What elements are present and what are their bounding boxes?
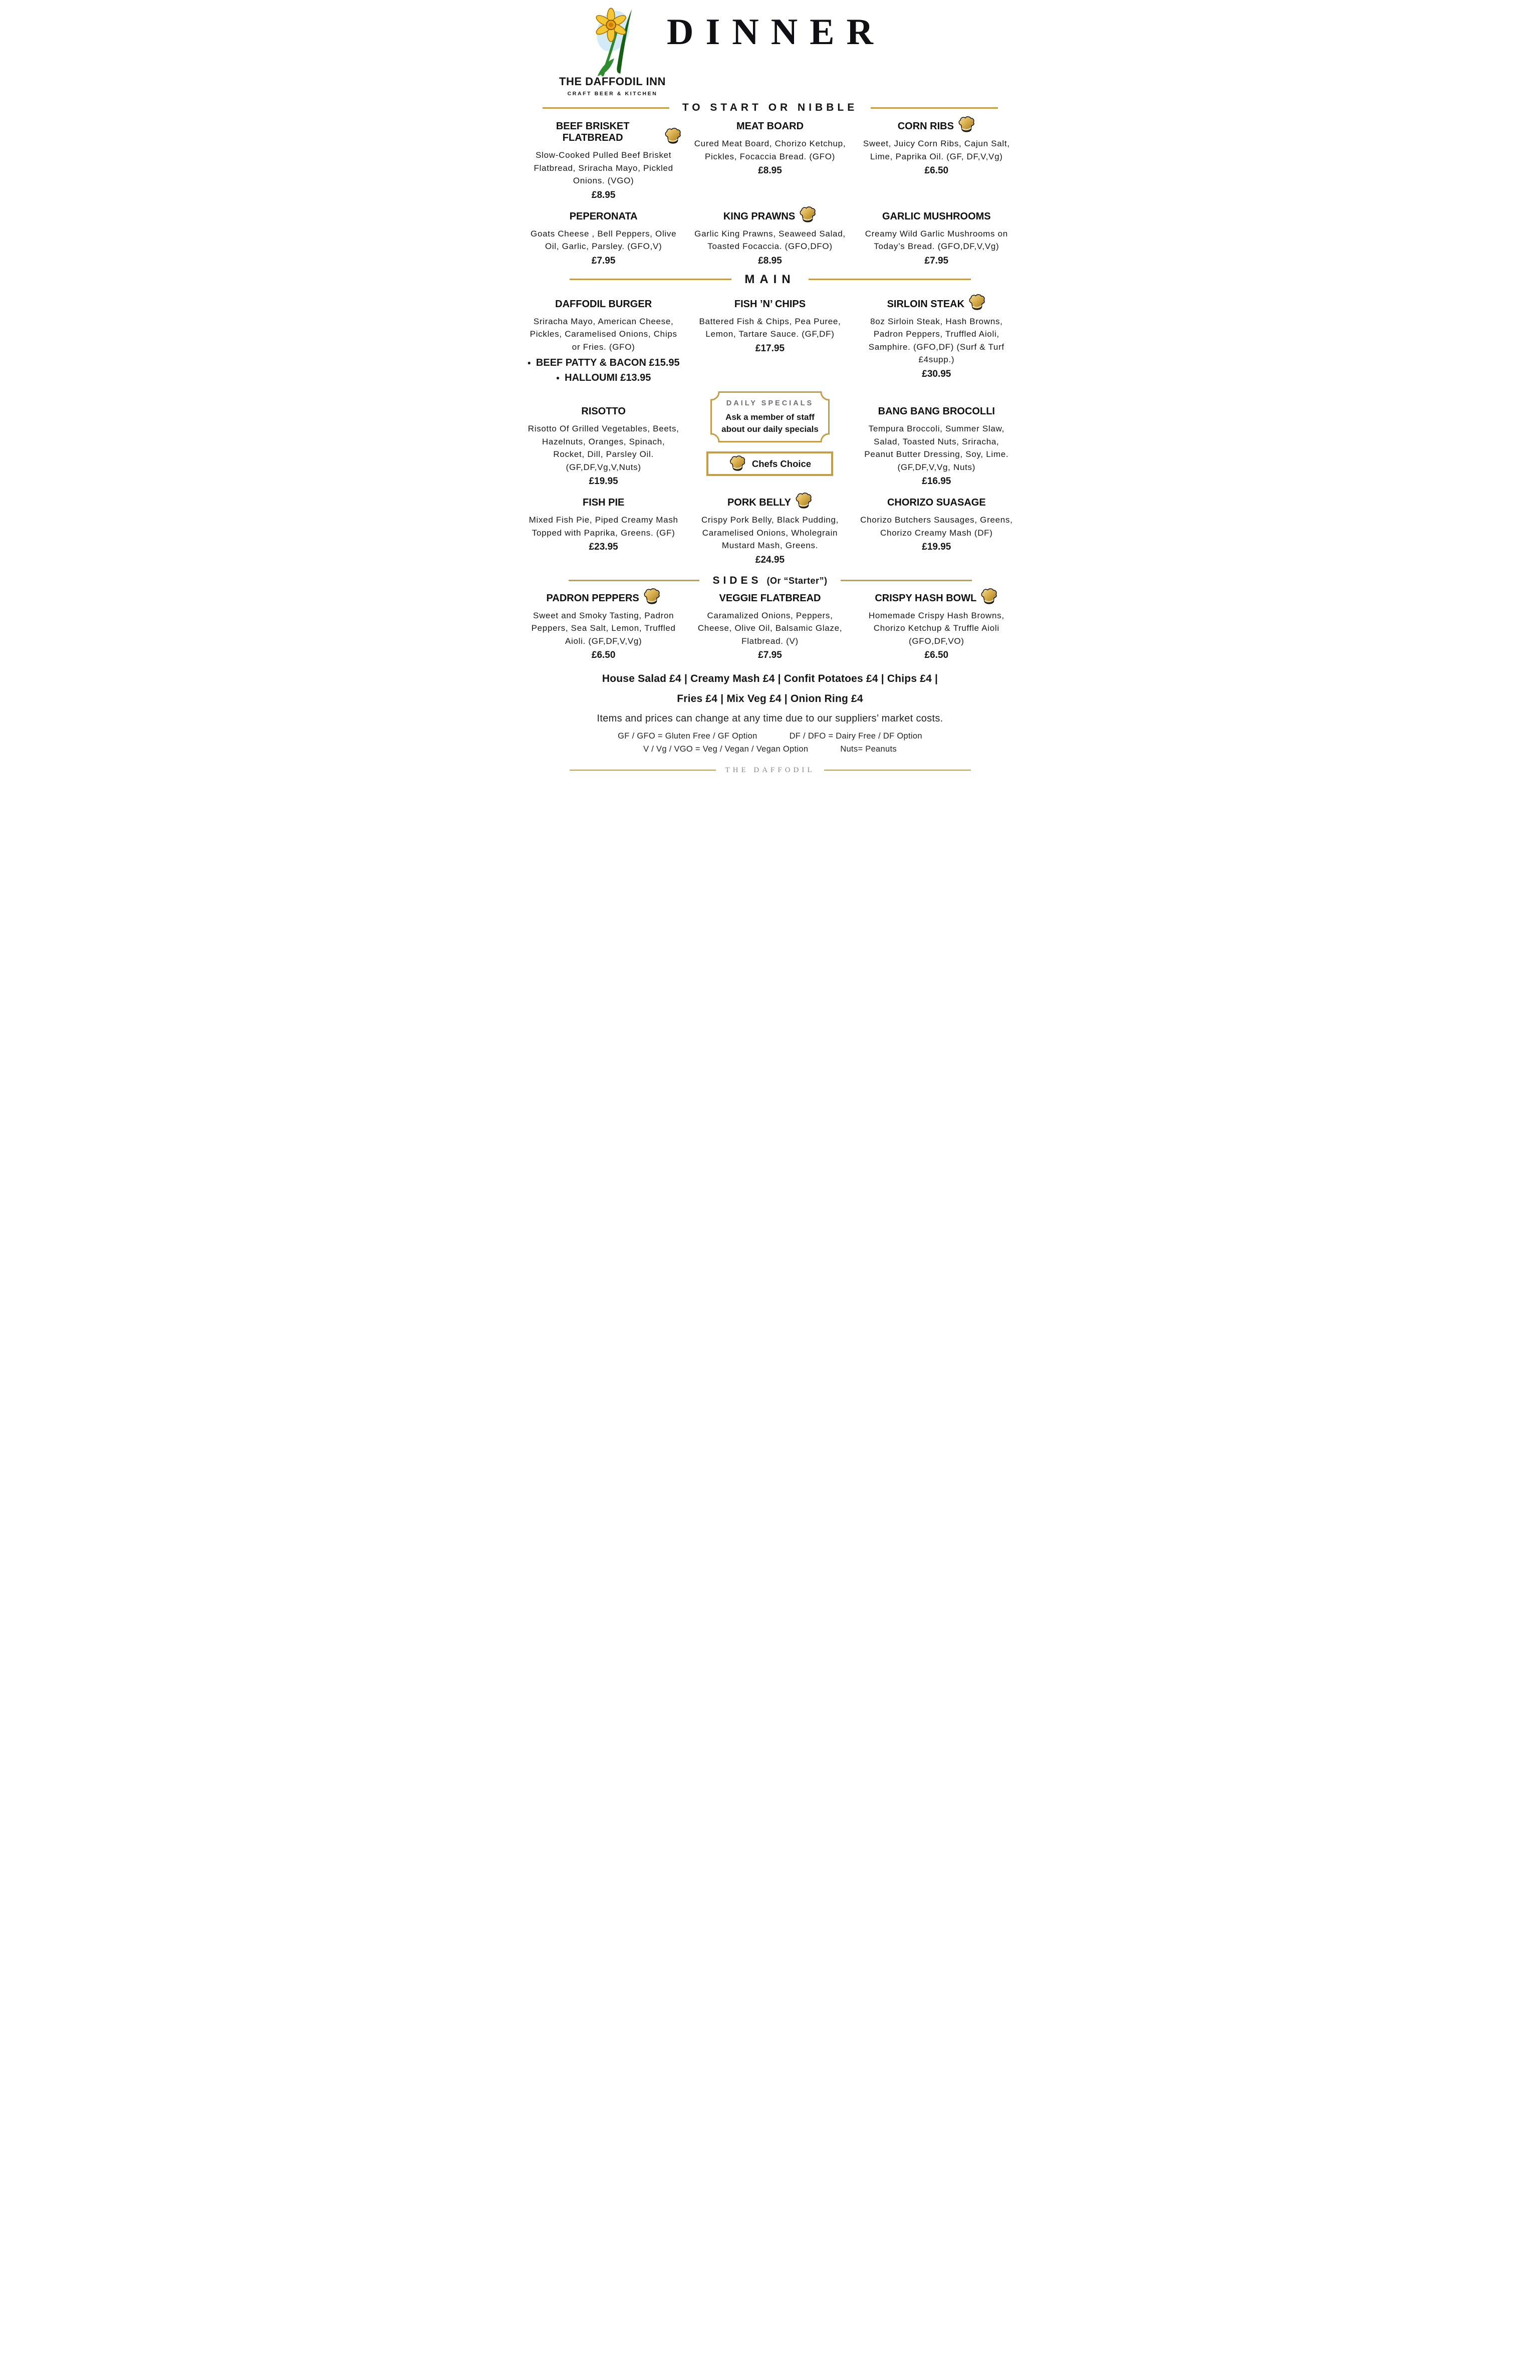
gold-divider-line	[543, 107, 669, 109]
item-name: PADRON PEPPERS	[546, 592, 639, 604]
menu-item-king-prawns	[690, 211, 850, 267]
chef-hat-icon	[980, 588, 998, 605]
starters-heading: TO START OR NIBBLE	[682, 102, 858, 113]
gold-divider-line	[569, 580, 700, 581]
mains-row-1	[514, 299, 1027, 384]
legend-row-1	[514, 730, 1027, 743]
chef-hat-icon	[957, 116, 975, 133]
sides-section	[514, 575, 1027, 661]
price-disclaimer: Items and prices can change at any time due to our suppliers’ market costs.	[597, 712, 943, 724]
menu-item-peperonata	[524, 211, 684, 267]
item-name-row	[858, 406, 1014, 417]
item-name-row	[526, 406, 682, 417]
chefs-choice-badge	[706, 451, 833, 476]
gold-divider-line	[570, 279, 732, 280]
item-name-row	[526, 497, 682, 509]
brand-tagline: CRAFT BEER & KITCHEN	[567, 91, 658, 97]
item-price: £19.95	[589, 476, 618, 487]
item-description: Risotto Of Grilled Vegetables, Beets, Hazelnuts, Oranges, Spinach, Rocket, Dill, Parsley Oil. (GF,DF,Vg,V,Nuts)	[528, 424, 679, 472]
item-name: GARLIC MUSHROOMS	[882, 210, 991, 222]
daily-specials-cell	[690, 391, 850, 487]
item-price: £8.95	[591, 189, 616, 200]
item-description: Garlic King Prawns, Seaweed Salad, Toasted Focaccia. (GFO,DFO)	[694, 228, 846, 251]
gold-divider-line	[871, 107, 997, 109]
item-name: SIRLOIN STEAK	[887, 298, 965, 310]
item-name-row	[692, 593, 848, 604]
item-price: £17.95	[755, 343, 785, 354]
item-name: KING PRAWNS	[723, 210, 796, 222]
menu-item-padron-peppers	[524, 593, 684, 661]
item-price: £7.95	[758, 650, 782, 660]
brand-name: THE DAFFODIL INN	[559, 75, 666, 88]
item-description: Tempura Broccoli, Summer Slaw, Salad, Toasted Nuts, Sriracha, Peanut Butter Dressing, Soy, Lime. (GF,DF,V,Vg, Nuts)	[864, 424, 1009, 472]
chef-hat-icon	[799, 206, 817, 223]
item-name: FISH ’N’ CHIPS	[734, 298, 806, 310]
item-description: Caramalized Onions, Peppers, Cheese, Olive Oil, Balsamic Glaze, Flatbread. (V)	[697, 610, 843, 646]
item-price: £23.95	[589, 542, 618, 552]
item-description: Slow-Cooked Pulled Beef Brisket Flatbread, Sriracha Mayo, Pickled Onions. (VGO)	[534, 150, 673, 185]
item-price: £7.95	[924, 255, 949, 266]
item-price: £24.95	[755, 554, 785, 565]
item-name: CORN RIBS	[897, 121, 954, 132]
item-name: CRISPY HASH BOWL	[875, 592, 977, 604]
menu-item-daffodil-burger	[524, 299, 684, 384]
mains-row-3	[514, 497, 1027, 566]
chef-hat-icon	[795, 493, 813, 510]
item-price: £8.95	[758, 255, 782, 266]
item-name-row	[526, 593, 682, 604]
footer-brand: THE DAFFODIL	[725, 766, 815, 774]
sides-row	[514, 593, 1027, 661]
extras-line-1: House Salad £4 | Creamy Mash £4 | Confit Potatoes £4 | Chips £4 |	[602, 673, 938, 684]
item-name: DAFFODIL BURGER	[555, 298, 652, 310]
item-name-row	[858, 299, 1014, 310]
item-description: Battered Fish & Chips, Pea Puree, Lemon, Tartare Sauce. (GF,DF)	[699, 316, 841, 339]
item-name-row	[692, 299, 848, 310]
item-name: VEGGIE FLATBREAD	[719, 592, 821, 604]
chefs-choice-label: Chefs Choice	[751, 458, 812, 469]
starters-row-1	[514, 121, 1027, 201]
item-name: BANG BANG BROCOLLI	[878, 406, 995, 417]
item-name: CHORIZO SUASAGE	[887, 497, 986, 508]
menu-item-crispy-hash-bowl	[856, 593, 1016, 661]
starters-heading-row	[543, 102, 998, 114]
sides-heading-row	[569, 575, 972, 587]
gold-divider-line	[570, 770, 716, 771]
menu-item-pork-belly	[690, 497, 850, 566]
item-name-row	[526, 121, 682, 144]
menu-item-bang-bang-brocolli	[856, 391, 1016, 487]
item-name-row	[526, 211, 682, 222]
extras-list	[514, 669, 1027, 709]
extras-line-2: Fries £4 | Mix Veg £4 | Onion Ring £4	[677, 692, 863, 704]
menu-header	[514, 0, 1027, 102]
item-name-row	[692, 497, 848, 509]
item-price: £6.50	[924, 650, 949, 660]
mains-row-2	[514, 391, 1027, 487]
item-name: RISOTTO	[581, 406, 626, 417]
item-description: Mixed Fish Pie, Piped Creamy Mash Topped with Paprika, Greens. (GF)	[529, 515, 678, 538]
menu-item-risotto	[524, 391, 684, 487]
sides-heading: SIDES	[712, 574, 762, 586]
item-name-row	[692, 121, 848, 132]
item-price: £16.95	[922, 476, 951, 487]
item-price: £8.95	[758, 165, 782, 176]
item-description: Sweet and Smoky Tasting, Padron Peppers, Sea Salt, Lemon, Truffled Aioli. (GF,DF,V,Vg)	[531, 610, 676, 646]
daily-specials-text: Ask a member of staff about our daily specials	[721, 412, 819, 434]
item-description: Creamy Wild Garlic Mushrooms on Today’s Bread. (GFO,DF,V,Vg)	[865, 228, 1008, 251]
item-name-row	[526, 299, 682, 310]
sides-heading-note: (Or “Starter”)	[766, 575, 828, 586]
menu-item-corn-ribs	[856, 121, 1016, 201]
item-name: PORK BELLY	[727, 497, 792, 508]
legend-dairy: DF / DFO = Dairy Free / DF Option	[789, 731, 922, 741]
mains-heading-row	[570, 273, 971, 287]
item-description: Chorizo Butchers Sausages, Greens, Chorizo Creamy Mash (DF)	[860, 515, 1013, 538]
page-title: DINNER	[667, 12, 885, 53]
item-price: £7.95	[591, 255, 616, 266]
menu-item-fish-pie	[524, 497, 684, 566]
mains-heading: MAIN	[744, 272, 796, 286]
dinner-menu-page	[514, 0, 1027, 793]
item-description: Sriracha Mayo, American Cheese, Pickles, Caramelised Onions, Chips or Fries. (GFO)	[530, 316, 677, 352]
item-price: £6.50	[924, 165, 949, 176]
item-name: FISH PIE	[582, 497, 625, 508]
menu-item-meat-board	[690, 121, 850, 201]
item-name-row	[858, 497, 1014, 509]
item-description: Goats Cheese , Bell Peppers, Olive Oil, Garlic, Parsley. (GFO,V)	[531, 228, 677, 251]
footer-section	[514, 669, 1027, 775]
dietary-legend	[514, 730, 1027, 756]
item-price: £6.50	[591, 650, 616, 660]
legend-gluten: GF / GFO = Gluten Free / GF Option	[618, 731, 757, 741]
starters-row-2	[514, 211, 1027, 267]
item-name: BEEF BRISKET FLATBREAD	[556, 121, 630, 143]
gold-divider-line	[841, 580, 972, 581]
menu-item-beef-brisket-flatbread	[524, 121, 684, 201]
item-name: PEPERONATA	[569, 210, 638, 222]
gold-divider-line	[824, 770, 971, 771]
legend-row-2	[514, 743, 1027, 756]
item-name-row	[858, 593, 1014, 604]
item-name-row	[858, 211, 1014, 222]
starters-section	[514, 102, 1027, 267]
menu-item-fish-n-chips	[690, 299, 850, 384]
mains-section	[514, 273, 1027, 566]
item-options	[526, 357, 682, 384]
item-description: Sweet, Juicy Corn Ribs, Cajun Salt, Lime, Paprika Oil. (GF, DF,V,Vg)	[863, 139, 1010, 161]
item-name-row	[692, 211, 848, 222]
legend-nuts: Nuts= Peanuts	[840, 745, 897, 754]
item-description: Homemade Crispy Hash Browns, Chorizo Ketchup & Truffle Aioli (GFO,DF,VO)	[868, 610, 1004, 646]
chef-hat-icon	[729, 455, 746, 472]
gold-divider-line	[809, 279, 971, 280]
item-description: Crispy Pork Belly, Black Pudding, Caramelised Onions, Wholegrain Mustard Mash, Greens.	[701, 515, 839, 550]
chef-hat-icon	[643, 588, 661, 605]
menu-item-chorizo-suasage	[856, 497, 1016, 566]
item-option: ● HALLOUMI £13.95	[526, 372, 682, 384]
item-price: £19.95	[922, 542, 951, 552]
menu-item-sirloin-steak	[856, 299, 1016, 384]
item-option: ● BEEF PATTY & BACON £15.95	[526, 357, 682, 369]
item-description: Cured Meat Board, Chorizo Ketchup, Pickles, Focaccia Bread. (GFO)	[694, 139, 846, 161]
menu-item-garlic-mushrooms	[856, 211, 1016, 267]
chef-hat-icon	[968, 294, 986, 311]
daily-specials-title: DAILY SPECIALS	[726, 399, 814, 407]
brand-block	[553, 75, 673, 97]
item-name-row	[858, 121, 1014, 132]
item-price: £30.95	[922, 368, 951, 379]
item-name: MEAT BOARD	[736, 121, 804, 132]
item-description: 8oz Sirloin Steak, Hash Browns, Padron Peppers, Truffled Aioli, Samphire. (GFO,DF) (Surf & Turf £4supp.)	[868, 316, 1004, 364]
chef-hat-icon	[664, 128, 682, 145]
footer-brand-row	[570, 766, 971, 775]
menu-item-veggie-flatbread	[690, 593, 850, 661]
daily-specials-box	[710, 391, 830, 443]
legend-vegan: V / Vg / VGO = Veg / Vegan / Vegan Option	[643, 745, 809, 754]
